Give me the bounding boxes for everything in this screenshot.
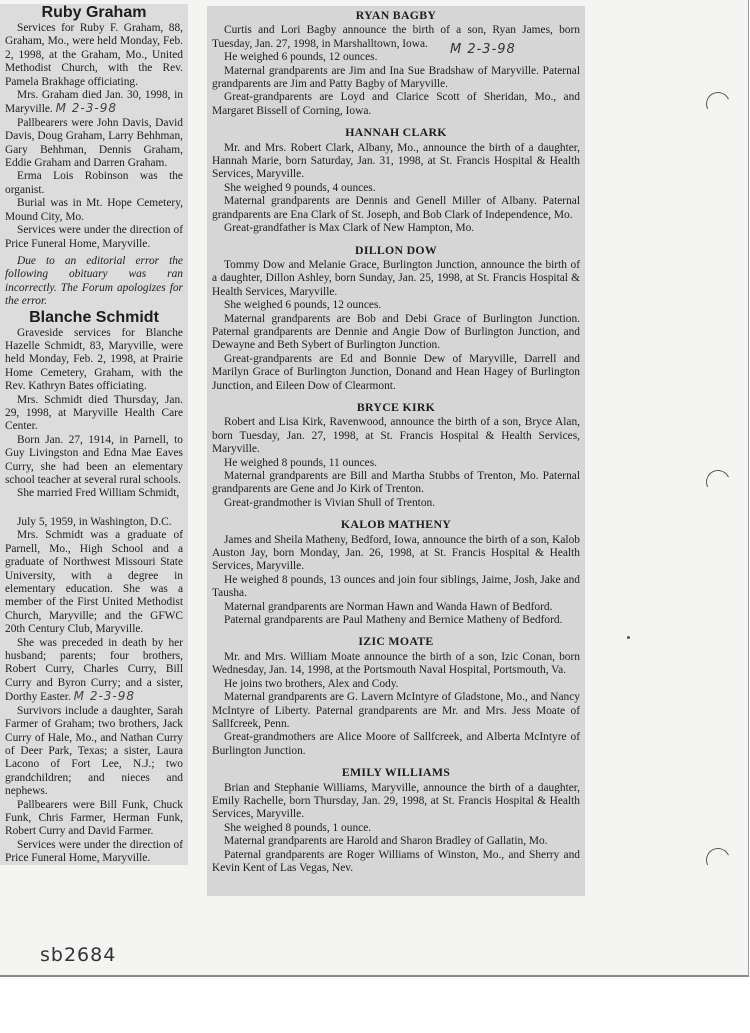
paragraph-text: She married Fred William Schmidt, bbox=[17, 487, 180, 500]
paragraph-text: July 5, 1959, in Washington, D.C. bbox=[17, 516, 172, 528]
paragraph-text: Born Jan. 27, 1914, in Parnell, to Guy Livingston and Edna Mae Eaves Curry, she had been an elementary school teacher at several rural schools. bbox=[5, 433, 183, 486]
handwritten-date-note: M 2-3-98 bbox=[55, 101, 117, 116]
paragraph bbox=[5, 516, 183, 529]
births-column bbox=[207, 9, 585, 875]
paragraph-text: Curtis and Lori Bagby announce the birth of a son, Ryan James, born Tuesday, Jan. 27, 1998, in Marshalltown, Iowa. bbox=[212, 24, 580, 50]
paragraph-text: Maternal grandparents are Harold and Sharon Bradley of Gallatin, Mo. bbox=[224, 835, 548, 848]
paragraph bbox=[5, 487, 183, 500]
paragraph-text: He weighed 6 pounds, 12 ounces. bbox=[224, 51, 378, 64]
paragraph-text: Brian and Stephanie Williams, Maryville, announce the birth of a daughter, Emily Rachelle, born Thursday, Jan. 29, 1998, at St. Francis Hospital & Health Services, Maryville. bbox=[212, 781, 580, 821]
paragraph-text: She weighed 8 pounds, 1 ounce. bbox=[224, 821, 372, 834]
paragraph bbox=[5, 637, 183, 705]
paragraph bbox=[212, 497, 580, 510]
paragraph-text: Pallbearers were Bill Funk, Chuck Funk, Chris Farmer, Herman Funk, Robert Curry and David Farmer. bbox=[5, 798, 183, 838]
punch-hole-bottom bbox=[703, 845, 734, 876]
paragraph-text: Mrs. Schmidt died Thursday, Jan. 29, 1998, at Maryville Health Care Center. bbox=[5, 393, 183, 433]
paragraph bbox=[5, 197, 183, 224]
paragraph-text: Paternal grandparents are Paul Matheny and Bernice Matheny of Bedford. bbox=[224, 614, 563, 627]
paragraph bbox=[212, 651, 580, 678]
paragraph-text: Maternal grandparents are G. Lavern McIntyre of Gladstone, Mo., and Nancy McIntyre of Liberty. Paternal grandparents are Mr. and Mrs. Jess Moate of Sallfcreek, Penn. bbox=[212, 691, 580, 730]
birth-announcement-body bbox=[212, 416, 580, 510]
paragraph-text: He weighed 8 pounds, 13 ounces and join four siblings, Jaime, Josh, Jake and Tausha. bbox=[212, 573, 580, 600]
paragraph-text: Great-grandparents are Ed and Bonnie Dew of Maryville, Darrell and Marilyn Grace of Burlington Junction, Donand and Hean Hagey of Burlington Junction, and Eileen Dow of Clearmont. bbox=[212, 352, 580, 392]
birth-announcement-body bbox=[212, 24, 580, 118]
paragraph bbox=[212, 182, 580, 195]
paragraph bbox=[212, 222, 580, 235]
birth-announcement-body bbox=[212, 142, 580, 236]
ruby-graham-heading: Ruby Graham bbox=[41, 4, 147, 21]
paragraph-text: Paternal grandparents are Roger Williams of Winston, Mo., and Sherry and Kevin Kent of Las Vegas, Nev. bbox=[212, 848, 580, 874]
paragraph bbox=[212, 822, 580, 835]
paragraph bbox=[5, 705, 183, 799]
paragraph bbox=[212, 299, 580, 312]
paragraph bbox=[212, 313, 580, 353]
paragraph-text: James and Sheila Matheny, Bedford, Iowa, announce the birth of a son, Kalob Auston Jay, born Monday, Jan. 26, 1998, at St. Francis Hospital & Health Services, Maryville. bbox=[212, 533, 580, 573]
birth-announcement-heading: KALOB MATHENY bbox=[340, 517, 452, 532]
paragraph bbox=[212, 534, 580, 574]
obituary-clipping-bottom bbox=[0, 516, 188, 865]
paragraph bbox=[212, 678, 580, 691]
birth-announcement-heading: RYAN BAGBY bbox=[355, 8, 437, 22]
blanche-schmidt-heading: Blanche Schmidt bbox=[29, 308, 159, 326]
paragraph bbox=[212, 782, 580, 822]
paragraph-text: Maternal grandparents are Dennis and Genell Miller of Albany. Paternal grandparents are Ena Clark of St. Joseph, and Bob Clark of Independence, Mo. bbox=[212, 195, 580, 221]
paragraph bbox=[212, 259, 580, 299]
ruby-graham-body bbox=[5, 22, 183, 251]
paragraph-text: Burial was in Mt. Hope Cemetery, Mound City, Mo. bbox=[5, 197, 183, 223]
paragraph bbox=[212, 691, 580, 731]
paragraph bbox=[212, 65, 580, 92]
paragraph bbox=[212, 51, 580, 64]
birth-announcement-body bbox=[212, 782, 580, 876]
paragraph bbox=[212, 731, 580, 758]
paragraph-text: Robert and Lisa Kirk, Ravenwood, announce the birth of a son, Bryce Alan, born Tuesday, Jan. 27, 1998, at St. Francis Hospital & Health Services, Maryville. bbox=[212, 416, 580, 456]
paragraph-text: Services were under the direction of Price Funeral Home, Maryville. bbox=[5, 838, 183, 865]
paragraph bbox=[212, 457, 580, 470]
paragraph bbox=[212, 835, 580, 848]
paragraph-text: Maternal grandparents are Jim and Ina Sue Bradshaw of Maryville. Paternal grandparents are Jim and Patty Bagby of Maryville. bbox=[212, 64, 580, 91]
birth-announcement-heading: IZIC MOATE bbox=[358, 634, 434, 649]
birth-announcement-body bbox=[212, 651, 580, 758]
paragraph bbox=[5, 799, 183, 839]
paragraph-text: Mrs. Graham died Jan. 30, 1998, in Maryville. bbox=[5, 89, 183, 116]
speck-mark bbox=[627, 636, 630, 639]
paragraph bbox=[212, 91, 580, 118]
paragraph bbox=[212, 614, 580, 627]
punch-hole-middle bbox=[703, 467, 734, 498]
obituary-clipping-top bbox=[0, 4, 188, 516]
paragraph-text: He weighed 8 pounds, 11 ounces. bbox=[224, 456, 378, 469]
paragraph-text: Maternal grandparents are Bob and Debi Grace of Burlington Junction. Paternal grandparents are Dennie and Angie Dow of Burlington Junction, and Dewayne and Beth Sybert of Burlington Junction. bbox=[212, 312, 580, 352]
paragraph-text: She weighed 9 pounds, 4 ounces. bbox=[224, 181, 376, 194]
paragraph-text: Erma Lois Robinson was the organist. bbox=[5, 170, 183, 196]
paragraph bbox=[5, 22, 183, 89]
paragraph-text: Maternal grandparents are Bill and Martha Stubbs of Trenton, Mo. Paternal grandparents are Gene and Jo Kirk of Trenton. bbox=[212, 470, 580, 496]
births-clipping bbox=[207, 6, 585, 896]
paragraph bbox=[5, 117, 183, 171]
blanche-schmidt-body bbox=[5, 327, 183, 501]
paragraph-text: Graveside services for Blanche Hazelle Schmidt, 83, Maryville, were held Monday, Feb. 2, 1998, at Prairie Home Cemetery, Graham, with the Rev. Kathryn Bates officiating. bbox=[5, 326, 183, 393]
paragraph bbox=[5, 434, 183, 488]
paragraph bbox=[212, 353, 580, 393]
obituary-column-bottom bbox=[0, 516, 188, 865]
paragraph bbox=[212, 470, 580, 497]
paragraph bbox=[212, 416, 580, 456]
paragraph bbox=[212, 142, 580, 182]
correction-note: Due to an editorial error the following obituary was ran incorrectly. The Forum apologizes for the error. bbox=[5, 254, 183, 308]
birth-announcement-heading: EMILY WILLIAMS bbox=[341, 765, 451, 780]
blanche-schmidt-continued bbox=[5, 516, 183, 865]
handwritten-date-note: M 2-3-98 bbox=[73, 689, 136, 704]
paragraph-text: Great-grandmother is Vivian Shull of Trenton. bbox=[224, 496, 436, 509]
paragraph-text: He joins two brothers, Alex and Cody. bbox=[224, 677, 399, 690]
paragraph bbox=[212, 574, 580, 601]
paragraph-text: She weighed 6 pounds, 12 ounces. bbox=[224, 299, 382, 312]
paragraph-text: Mr. and Mrs. William Moate announce the birth of a son, Izic Conan, born Wednesday, Jan. 14, 1998, at the Portsmouth Naval Hospital, Portsmouth, Va. bbox=[212, 650, 580, 677]
paragraph-text: Great-grandmothers are Alice Moore of Sallfcreek, and Alberta McIntyre of Burlington Junction. bbox=[212, 731, 580, 757]
page-label: sb2684 bbox=[40, 944, 117, 966]
paragraph bbox=[5, 89, 183, 117]
births-handnote: M 2-3-98 bbox=[450, 42, 516, 57]
paragraph bbox=[212, 849, 580, 876]
paragraph bbox=[5, 170, 183, 197]
paragraph bbox=[5, 839, 183, 865]
paragraph-text: Tommy Dow and Melanie Grace, Burlington Junction, announce the birth of a daughter, Dillon Ashley, born Sunday, Jan. 25, 1998, at St. Francis Hospital & Health Services, Maryville. bbox=[212, 258, 580, 298]
paragraph-text: Services were under the direction of Price Funeral Home, Maryville. bbox=[5, 224, 183, 250]
paragraph bbox=[5, 224, 183, 251]
paragraph-text: She was preceded in death by her husband; parents; four brothers, Robert Curry, Charles Curry, Bill Curry and Byron Curry; and a sister, Dorthy Easter. bbox=[5, 636, 183, 704]
paragraph bbox=[5, 327, 183, 394]
paragraph bbox=[5, 529, 183, 636]
paragraph bbox=[5, 394, 183, 434]
paragraph-text: Great-grandfather is Max Clark of New Hampton, Mo. bbox=[224, 222, 475, 235]
birth-announcement-body bbox=[212, 259, 580, 393]
birth-announcement-heading: HANNAH CLARK bbox=[345, 125, 447, 140]
paragraph-text: Mr. and Mrs. Robert Clark, Albany, Mo., announce the birth of a daughter, Hannah Marie, born Saturday, Jan. 31, 1998, at St. Francis Hospital & Health Services, Maryville. bbox=[212, 141, 580, 181]
paragraph-text: Services for Ruby F. Graham, 88, Graham, Mo., were held Monday, Feb. 2, 1998, at the Graham, Mo., United Methodist Church, with the Rev. Pamela Brakhage officiating. bbox=[5, 22, 183, 88]
paragraph bbox=[212, 195, 580, 222]
punch-hole-top bbox=[703, 89, 734, 120]
paragraph-text: Maternal grandparents are Norman Hawn and Wanda Hawn of Bedford. bbox=[224, 600, 553, 613]
paragraph-text: Mrs. Schmidt was a graduate of Parnell, Mo., High School and a graduate of Northwest Missouri State University, with a degree in elementary education. She was a member of the First United Methodist Church, Maryville; and the GFWC 20th Century Club, Maryville. bbox=[5, 529, 183, 636]
paragraph bbox=[212, 601, 580, 614]
birth-announcement-body bbox=[212, 534, 580, 628]
obituary-column-top bbox=[0, 4, 188, 501]
paragraph bbox=[212, 24, 580, 51]
birth-announcement-heading: BRYCE KIRK bbox=[356, 399, 436, 414]
paragraph-text: Pallbearers were John Davis, David Davis, Doug Graham, Larry Behhman, Gary Behhman, Dennis Graham, Eddie Graham and Darren Graham. bbox=[5, 116, 183, 170]
paragraph-text: Great-grandparents are Loyd and Clarice Scott of Sheridan, Mo., and Margaret Bissell of Corning, Iowa. bbox=[212, 91, 580, 117]
birth-announcement-heading: DILLON DOW bbox=[355, 242, 437, 257]
paragraph-text: Survivors include a daughter, Sarah Farmer of Graham; two brothers, Jack Curry of Hale, Mo., and Nathan Curry of Deer Park, Texas; a sister, Laura Lacono of Fort Lee, N.J.; two grandchildren; and nieces and nephews. bbox=[5, 704, 183, 798]
